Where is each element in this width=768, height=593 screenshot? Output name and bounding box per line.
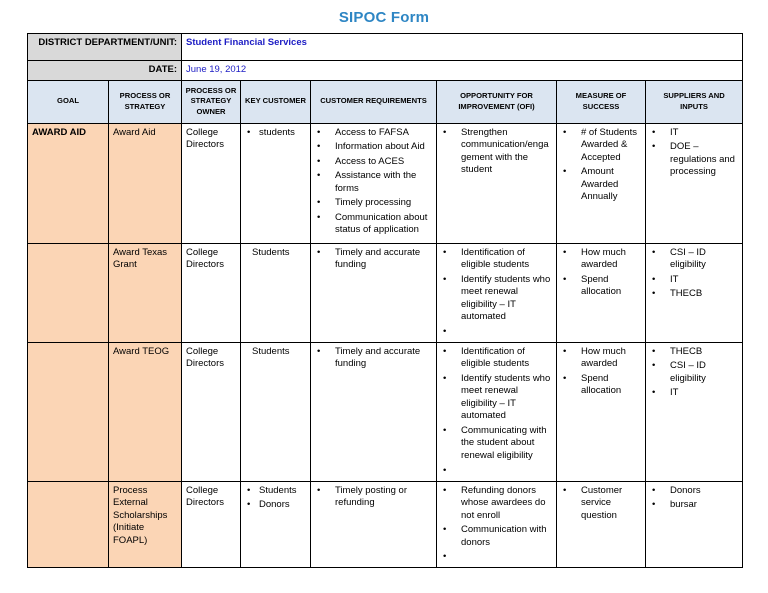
ofi-list (441, 247, 552, 337)
bullet-item: • Refunding donors whose awardees do not enroll (441, 485, 552, 523)
customer-requirements-cell (311, 123, 437, 243)
measure-list (561, 346, 641, 398)
bullet-item: • Assistance with the forms (315, 170, 432, 195)
district-value: Student Financial Services (182, 34, 743, 61)
suppliers-cell (646, 243, 743, 342)
owner-cell: College Directors (182, 481, 241, 568)
key-customer-list (245, 346, 306, 359)
key-customer-list (245, 247, 306, 260)
measure-cell (557, 342, 646, 481)
customer-requirements-cell (311, 481, 437, 568)
bullet-item: • Strengthen communication/engagement with the student (441, 127, 552, 177)
bullet-item: • Students (245, 485, 306, 498)
bullet-item: Students (252, 345, 290, 357)
measure-cell (557, 481, 646, 568)
goal-cell: AWARD AID (28, 123, 109, 243)
key-customer-cell (241, 243, 311, 342)
page-title: SIPOC Form (338, 9, 430, 26)
bullet-item: • Donors (650, 485, 738, 498)
ofi-list (441, 346, 552, 476)
col-header-goal: GOAL (28, 80, 109, 123)
ofi-list (441, 127, 552, 177)
suppliers-list (650, 247, 738, 301)
suppliers-list (650, 485, 738, 512)
customer-requirements-list (315, 485, 432, 510)
bullet-item: • students (245, 127, 306, 140)
col-header-key-customer: KEY CUSTOMER (241, 80, 311, 123)
bullet-item (441, 326, 552, 337)
bullet-item: • Identify students who meet renewal eligibility – IT automated (441, 373, 552, 423)
suppliers-cell (646, 481, 743, 568)
col-header-process: PROCESS OR STRATEGY (109, 80, 182, 123)
key-customer-cell (241, 342, 311, 481)
district-label: DISTRICT DEPARTMENT/UNIT: (28, 34, 182, 61)
measure-list (561, 485, 641, 523)
bullet-item (441, 465, 552, 476)
customer-requirements-list (315, 247, 432, 272)
date-value: June 19, 2012 (182, 61, 743, 81)
bullet-item: • bursar (650, 499, 738, 512)
customer-requirements-list (315, 346, 432, 371)
customer-requirements-list (315, 127, 432, 237)
bullet-item: • Timely posting or refunding (315, 485, 432, 510)
col-header-ofi: OPPORTUNITY FOR IMPROVEMENT (OFI) (437, 80, 557, 123)
bullet-item: Students (252, 246, 290, 258)
bullet-item: • Amount Awarded Annually (561, 166, 641, 204)
key-customer-list (245, 127, 306, 140)
date-label: DATE: (28, 61, 182, 81)
bullet-item: • Access to FAFSA (315, 127, 432, 140)
bullet-item: • IT (650, 387, 738, 400)
measure-cell (557, 243, 646, 342)
measure-cell (557, 123, 646, 243)
measure-list (561, 247, 641, 299)
bullet-item: • THECB (650, 346, 738, 359)
bullet-item: • Communication with donors (441, 524, 552, 549)
suppliers-list (650, 127, 738, 179)
suppliers-cell (646, 123, 743, 243)
ofi-cell (437, 243, 557, 342)
bullet-item: • CSI – ID eligibility (650, 360, 738, 385)
bullet-item: • Access to ACES (315, 156, 432, 169)
table-row (28, 123, 743, 243)
owner-cell: College Directors (182, 243, 241, 342)
owner-cell: College Directors (182, 123, 241, 243)
owner-cell: College Directors (182, 342, 241, 481)
process-cell: Process External Scholarships (Initiate FOAPL) (109, 481, 182, 568)
goal-cell (28, 342, 109, 481)
bullet-item: • Customer service question (561, 485, 641, 523)
district-row (28, 34, 743, 61)
goal-cell (28, 481, 109, 568)
col-header-suppliers: SUPPLIERS AND INPUTS (646, 80, 743, 123)
bullet-item: • THECB (650, 288, 738, 301)
column-header-row (28, 80, 743, 123)
bullet-item: • Communicating with the student about renewal eligibility (441, 425, 552, 463)
bullet-item: • Identify students who meet renewal eligibility – IT automated (441, 274, 552, 324)
measure-list (561, 127, 641, 204)
bullet-item: • DOE – regulations and processing (650, 141, 738, 179)
key-customer-cell (241, 481, 311, 568)
bullet-item: • Timely processing (315, 197, 432, 210)
table-row (28, 243, 743, 342)
col-header-customer-requirements: CUSTOMER REQUIREMENTS (311, 80, 437, 123)
bullet-item: • Information about Aid (315, 141, 432, 154)
table-row (28, 342, 743, 481)
bullet-item: • How much awarded (561, 247, 641, 272)
process-cell: Award Aid (109, 123, 182, 243)
ofi-cell (437, 342, 557, 481)
process-cell: Award Texas Grant (109, 243, 182, 342)
bullet-item (441, 551, 552, 562)
goal-cell (28, 243, 109, 342)
customer-requirements-cell (311, 342, 437, 481)
ofi-cell (437, 481, 557, 568)
col-header-measure: MEASURE OF SUCCESS (557, 80, 646, 123)
suppliers-cell (646, 342, 743, 481)
bullet-item: • Identification of eligible students (441, 346, 552, 371)
bullet-item: • Spend allocation (561, 274, 641, 299)
customer-requirements-cell (311, 243, 437, 342)
process-cell: Award TEOG (109, 342, 182, 481)
col-header-owner: PROCESS OR STRATEGY OWNER (182, 80, 241, 123)
sipoc-table (27, 33, 743, 568)
bullet-item: • Communication about status of application (315, 212, 432, 237)
date-row (28, 61, 743, 81)
ofi-list (441, 485, 552, 563)
bullet-item: • Donors (245, 499, 306, 512)
bullet-item: • Timely and accurate funding (315, 247, 432, 272)
bullet-item: • How much awarded (561, 346, 641, 371)
bullet-item: • # of Students Awarded & Accepted (561, 127, 641, 165)
table-row (28, 481, 743, 568)
key-customer-cell (241, 123, 311, 243)
ofi-cell (437, 123, 557, 243)
suppliers-list (650, 346, 738, 400)
bullet-item: • Timely and accurate funding (315, 346, 432, 371)
bullet-item: • IT (650, 127, 738, 140)
bullet-item: • Identification of eligible students (441, 247, 552, 272)
bullet-item: • Spend allocation (561, 373, 641, 398)
bullet-item: • CSI – ID eligibility (650, 247, 738, 272)
key-customer-list (245, 485, 306, 512)
bullet-item: • IT (650, 274, 738, 287)
